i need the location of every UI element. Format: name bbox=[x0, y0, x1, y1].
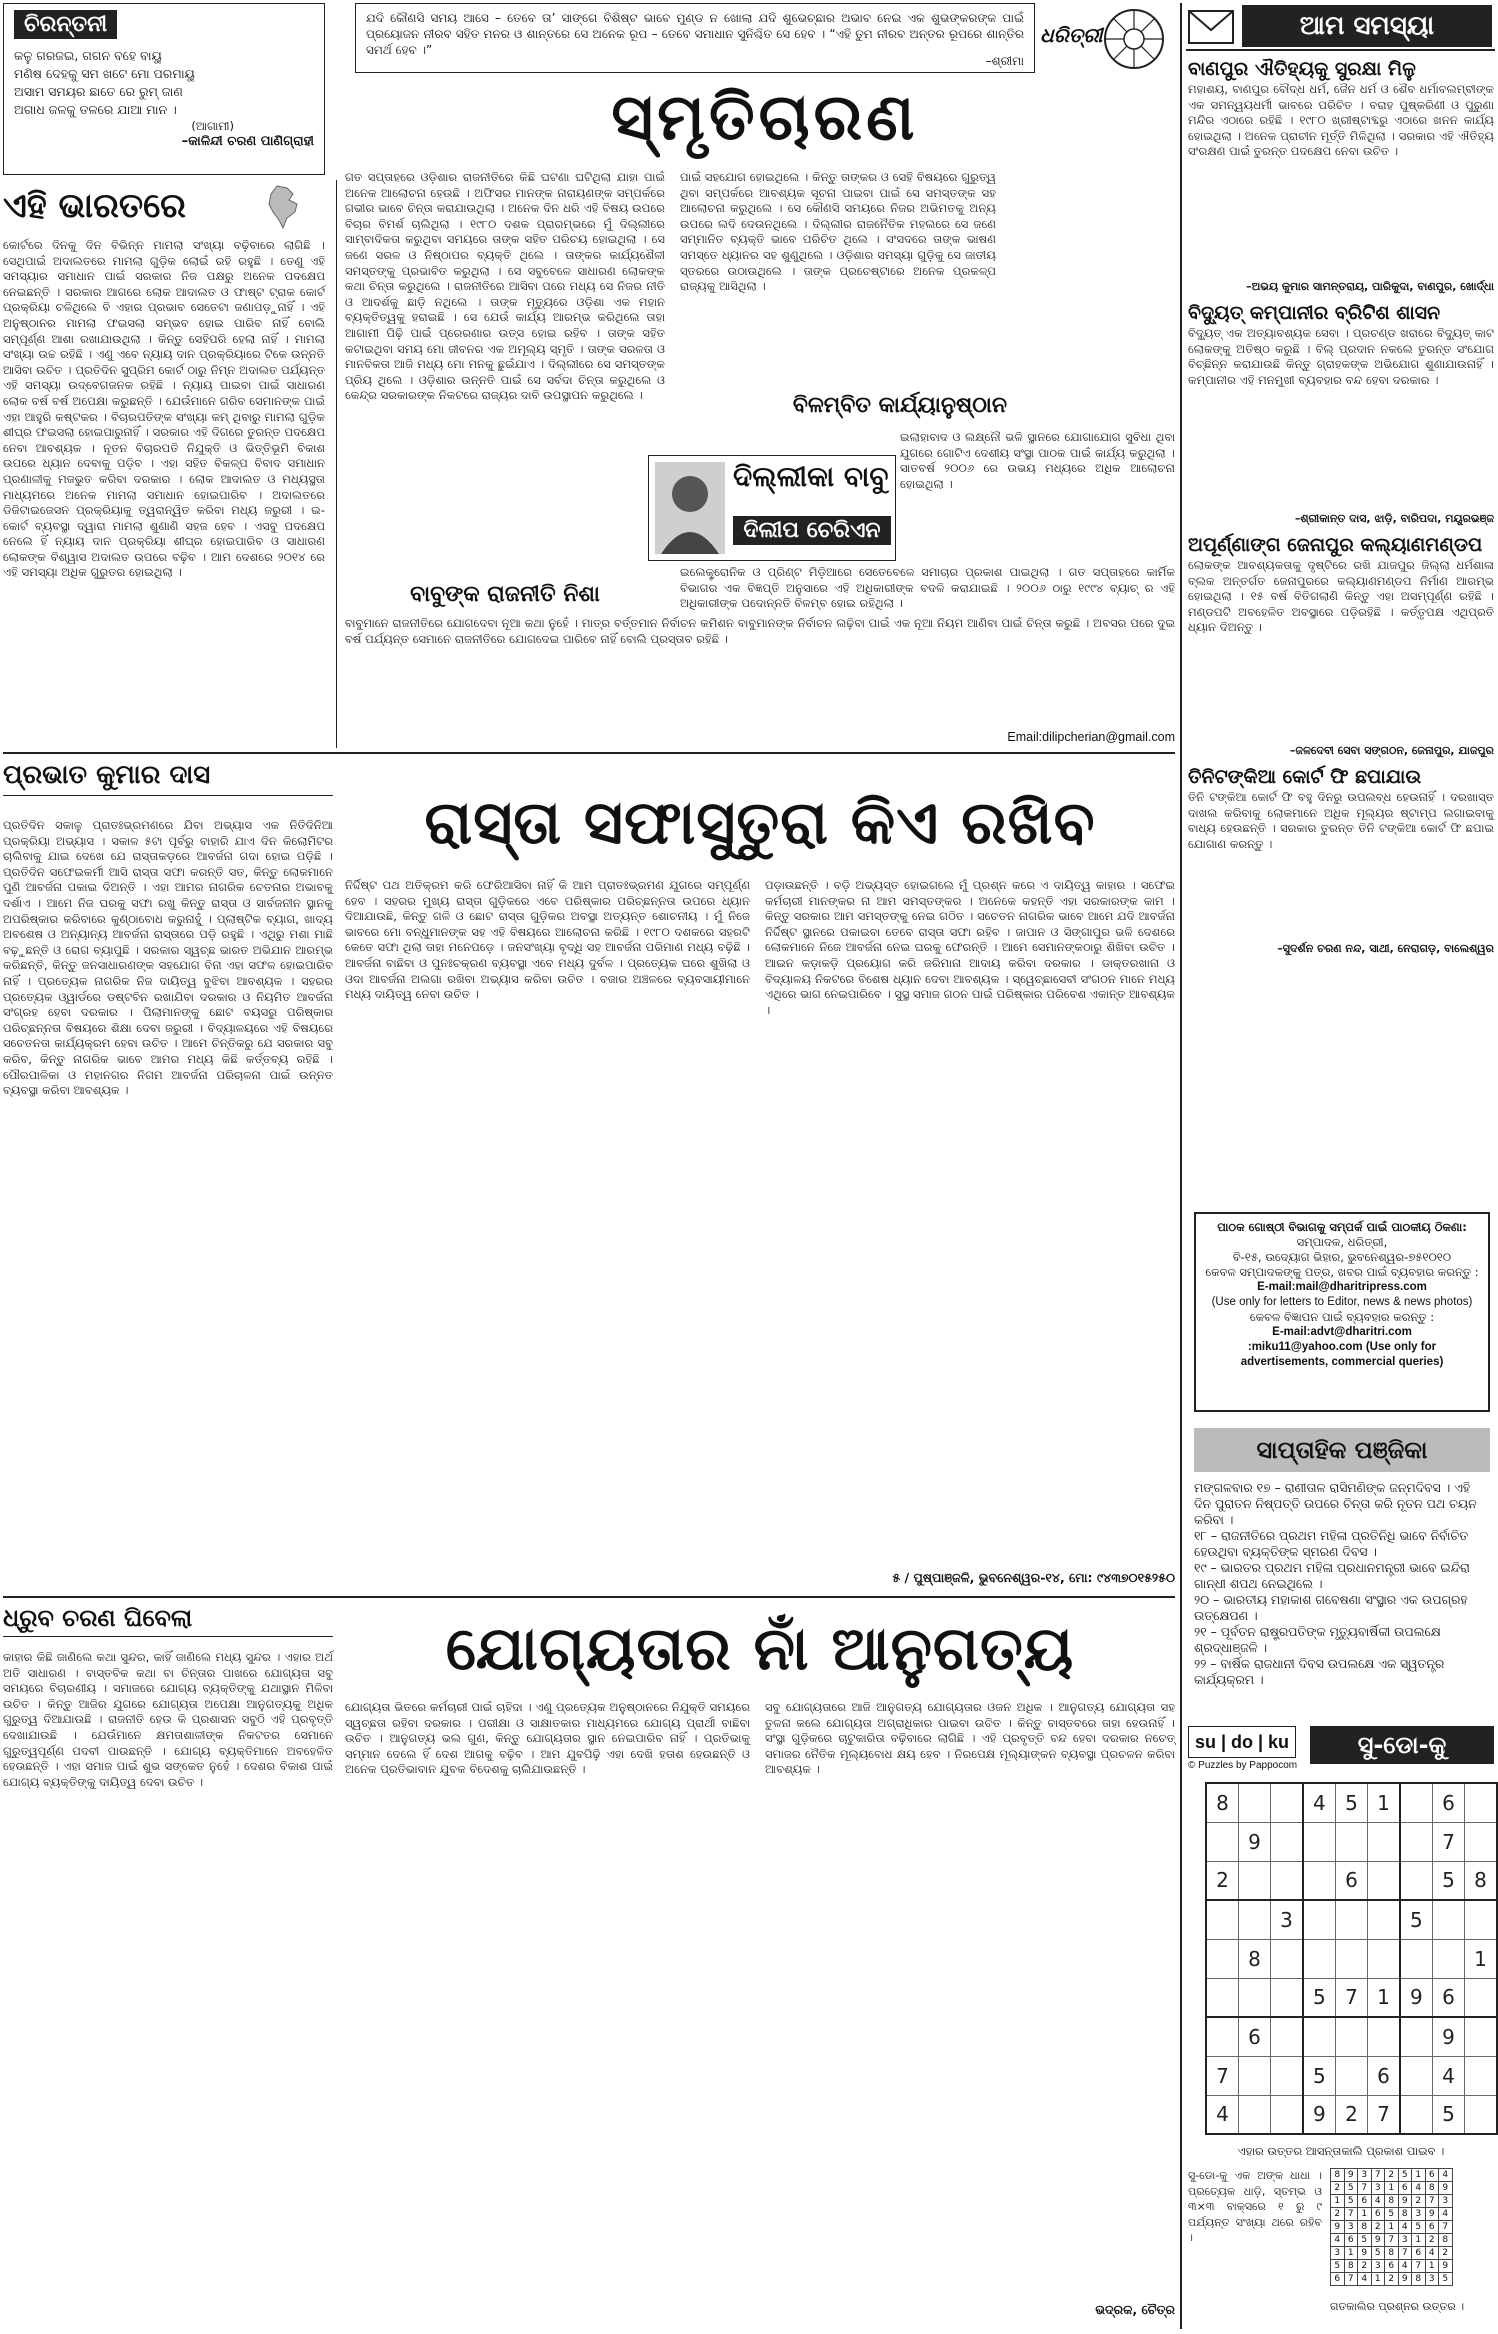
panjika-item: ୨୨ – ବାର୍ଷିକ ରାଜଧାନୀ ଦିବସ ଉପଲକ୍ଷେ ଏକ ସ୍ୱତନ୍ତ୍ର କାର୍ଯ୍ୟକ୍ରମ । bbox=[1194, 1656, 1445, 1687]
sudoku-solution bbox=[1330, 2168, 1453, 2286]
letter-body: ତିନି ଟଙ୍କିଆ କୋର୍ଟ ଫି ବହୁ ଦିନରୁ ଉପଲବ୍ଧ ହେଉନାହିଁ । ଦରଖାସ୍ତ ଦାଖଲ କରିବାକୁ ଲୋକମାନେ ଅଧିକ ମୂଲ୍ୟର ଷ୍ଟାମ୍ପ ଲଗାଇବାକୁ ବାଧ୍ୟ ହେଉଛନ୍ତି । ସରକାର ତୁରନ୍ତ ତିନି ଟଙ୍କିଆ କୋର୍ଟ ଫି ଛପାଇ ଯୋଗାଣ କରନ୍ତୁ । bbox=[1188, 790, 1498, 851]
jog-col-3: ସବୁ ଯୋଗ୍ୟତାରେ ଆଜି ଆନୁଗତ୍ୟ ଯୋଗ୍ୟତାର ଓଜନ ଅଧିକ । ଆନୁଗତ୍ୟ ଯୋଗ୍ୟତା ସହ ତୁଳନା କଲେ ଯୋଗ୍ୟତା ଅଗ୍ରାଧିକାର ପାଇବା ଉଚିତ । କିନ୍ତୁ ବାସ୍ତବରେ ତାହା ହେଉନାହିଁ । ସଂସ୍ଥା ଗୁଡ଼ିକରେ ଚାଟୁକାରିତା ବଢ଼ିବାରେ ଲାଗିଛି । ଏହି ପ୍ରବୃତ୍ତି ବନ୍ଦ ହେବା ଦରକାର ନଚେତ୍ ସମାଜର ନୈତିକ ମୂଲ୍ୟବୋଧ କ୍ଷୟ ହେବ । ନିରପେକ୍ଷ ମୂଲ୍ୟାଙ୍କନ ବ୍ୟବସ୍ଥା ପ୍ରଚଳନ କରିବା ଆବଶ୍ୟକ । bbox=[765, 1700, 1179, 1777]
solution-cell: 5 bbox=[1331, 2260, 1345, 2273]
solution-cell: 3 bbox=[1358, 2169, 1372, 2182]
envelope-icon bbox=[1188, 10, 1234, 44]
sudoku-cell[interactable]: 1 bbox=[1368, 1978, 1400, 2017]
solution-cell: 6 bbox=[1331, 2273, 1345, 2286]
sudoku-cell[interactable] bbox=[1271, 2095, 1303, 2134]
sudoku-cell[interactable]: 6 bbox=[1432, 1783, 1464, 1822]
sudoku-cell[interactable]: 3 bbox=[1271, 1900, 1303, 1939]
sudoku-cell[interactable]: 2 bbox=[1206, 1861, 1238, 1900]
sudoku-cell[interactable]: 4 bbox=[1432, 2056, 1464, 2095]
solution-cell: 2 bbox=[1439, 2247, 1453, 2260]
solution-cell: 5 bbox=[1358, 2234, 1372, 2247]
sudoku-cell[interactable] bbox=[1335, 1939, 1367, 1978]
solution-cell: 6 bbox=[1358, 2195, 1372, 2208]
sudoku-cell[interactable]: 9 bbox=[1400, 1978, 1432, 2017]
panjika-item: ୨୧ – ପୂର୍ବତନ ରାଷ୍ଟ୍ରପତିଙ୍କ ମୃତ୍ୟୁବାର୍ଷିକୀ ଉପଲକ୍ଷେ ଶ୍ରଦ୍ଧାଞ୍ଜଳି । bbox=[1194, 1624, 1441, 1655]
person-icon bbox=[655, 462, 725, 554]
contact-title: ପାଠକ ଗୋଷ୍ଠୀ ବିଭାଗକୁ ସମ୍ପର୍କ ପାଇଁ ପାଠକୀୟ ଠିକଣା: bbox=[1217, 1220, 1467, 1234]
solution-cell: 7 bbox=[1398, 2247, 1412, 2260]
sudoku-cell[interactable] bbox=[1465, 1822, 1497, 1861]
quote-text: ଯଦି କୌଣସି ସମୟ ଆସେ – ତେବେ ତା’ ସାଙ୍ଗେ ବିଶିଷ୍ଟ ଭାବେ ମୁଣ୍ଡ ନ ଖୋଲା ଯଦି ଶୁଭେଚ୍ଛାର ଅଭାବ ନେଇ ଏକ ଶୁଭଙ୍କରଙ୍କ ପାଇଁ ପ୍ରୟୋଜନ ନୀରବ ସହିତ ମନର ଓ ଶାନ୍ତରେ ସେ ଅନେକ ରୂପ – ତେବେ ସମାଧାନ ସୁନିଶ୍ଚିତ ସେ ହେବ । “ଏହି ତୁମ ନୀରବ ଅନ୍ତର ରୂପରେ ଶାନ୍ତିର ସମର୍ଥ ହେବ ।” bbox=[366, 11, 1024, 57]
sudoku-cell[interactable]: 6 bbox=[1432, 1978, 1464, 2017]
solution-cell: 5 bbox=[1439, 2273, 1453, 2286]
sudoku-cell[interactable] bbox=[1206, 2017, 1238, 2056]
sudoku-cell[interactable]: 5 bbox=[1303, 2056, 1335, 2095]
sudoku-cell[interactable]: 6 bbox=[1335, 1861, 1367, 1900]
letter-item bbox=[1188, 56, 1498, 294]
solution-cell: 4 bbox=[1358, 2273, 1372, 2286]
solution-cell: 2 bbox=[1331, 2182, 1345, 2195]
solution-cell: 4 bbox=[1371, 2195, 1385, 2208]
smruti-col-1: ଗତ ସପ୍ତାହରେ ଓଡ଼ିଶାର ରାଜନୀତିରେ କିଛି ଘଟଣା ଘଟିଥିଲା ଯାହା ପାଇଁ ଅନେକ ଆଲୋଚନା ହେଉଛି । ଅଫିସର ମାନଙ୍କ ନାରାୟଣଙ୍କ ସମ୍ପର୍କରେ ଗଭୀର ଭାବେ ଚିନ୍ତା କରାଯାଉଥିଲା । ଅନେକ ଦିନ ଧରି ଏହି ବିଷୟ ଉପରେ ବିଚାର ବିମର୍ଶ ଚାଲିଥିଲା । ୧୯୮୦ ଦଶକ ପ୍ରାରମ୍ଭରେ ମୁଁ ଦିଲ୍ଲୀରେ ସାମ୍ବାଦିକତା କରୁଥିବା ସମୟରେ ତାଙ୍କ ସହିତ ପରିଚୟ ହୋଇଥିଲା । ସେ ଜଣେ ସରଳ ଓ ନିଷ୍ଠାପର ବ୍ୟକ୍ତି ଥିଲେ । ତାଙ୍କର କାର୍ଯ୍ୟଶୈଳୀ ସମସ୍ତଙ୍କୁ ପ୍ରଭାବିତ କରୁଥିଲା । ସେ ସବୁବେଳେ ସାଧାରଣ ଲୋକଙ୍କ କଥା ଚିନ୍ତା କରୁଥିଲେ । ରାଜନୀତିରେ ଆସିବା ପରେ ମଧ୍ୟ ସେ ନିଜର ନୀତି ଓ ଆଦର୍ଶକୁ ଛାଡ଼ି ନଥିଲେ । ତାଙ୍କ ମୃତ୍ୟୁରେ ଓଡ଼ିଶା ଏକ ମହାନ ବ୍ୟକ୍ତିତ୍ୱକୁ ହରାଇଛି । ସେ ଯେଉଁ କାର୍ଯ୍ୟ ଆରମ୍ଭ କରିଥିଲେ ତାହା ଆଗାମୀ ପିଢ଼ି ପାଇଁ ପ୍ରେରଣାର ଉତ୍ସ ହୋଇ ରହିବ । ତାଙ୍କ ସହିତ କଟାଇଥିବା ସମୟ ମୋ ଜୀବନର ଏକ ଅମୂଲ୍ୟ ସ୍ମୃତି । ତାଙ୍କ ସରଳତା ଓ ମାନବିକତା ଆଜି ମଧ୍ୟ ମୋ ମନକୁ ଛୁଇଁଯାଏ । ଦିଲ୍ଲୀରେ ସେ ସମସ୍ତଙ୍କ ପ୍ରିୟ ଥିଲେ । ଓଡ଼ିଶାର ଉନ୍ନତି ପାଇଁ ସେ ସର୍ବଦା ଚିନ୍ତା କରୁଥିଲେ ଓ କେନ୍ଦ୍ର ସରକାରଙ୍କ ନିକଟରେ ରାଜ୍ୟର ଦାବି ଉପସ୍ଥାପନ କରୁଥିଲେ । bbox=[345, 170, 669, 403]
sudoku-cell[interactable] bbox=[1303, 1900, 1335, 1939]
sudoku-cell[interactable] bbox=[1465, 2056, 1497, 2095]
sudoku-cell[interactable] bbox=[1206, 1978, 1238, 2017]
solution-cell: 7 bbox=[1439, 2221, 1453, 2234]
sudoku-cell[interactable] bbox=[1271, 1861, 1303, 1900]
letter-body: ବିଦ୍ୟୁତ୍ ଏକ ଅତ୍ୟାବଶ୍ୟକ ସେବା । ପ୍ରଚଣ୍ଡ ଖରାରେ ବିଦ୍ୟୁତ୍ କାଟ ଲୋକଙ୍କୁ ଅତିଷ୍ଠ କରୁଛି । ବିଲ୍ ପ୍ରଦାନ ନକଲେ ତୁରନ୍ତ ସଂଯୋଗ ବିଚ୍ଛିନ୍ନ କରାଯାଉଛି କିନ୍ତୁ ଗ୍ରାହକଙ୍କ ଅଭିଯୋଗ ଶୁଣାଯାଉନାହିଁ । କମ୍ପାନୀର ଏହି ମନମୁଖୀ ବ୍ୟବହାର ବନ୍ଦ ହେବା ଦରକାର । bbox=[1188, 326, 1498, 387]
solution-cell: 3 bbox=[1371, 2182, 1385, 2195]
solution-cell: 6 bbox=[1412, 2247, 1426, 2260]
sudoku-cell[interactable] bbox=[1400, 2017, 1432, 2056]
letter-item bbox=[1188, 532, 1498, 758]
dilli-title: ଦିଲ୍ଲୀକା ବାବୁ bbox=[733, 460, 889, 493]
panjika-item: ମଙ୍ଗଳବାର ୧୭ – ରାଣୀତାଳ ରାସିମଣିଙ୍କ ଜନ୍ମଦିବସ । ଏହି ଦିନ ପୁରାତନ ନିଷ୍ପତ୍ତି ଉପରେ ଚିନ୍ତା କରି ନୂତନ ପଥ ଚୟନ କରିବା । bbox=[1194, 1480, 1477, 1527]
chirantani-author: –କାଳିନ୍ଦୀ ଚରଣ ପାଣିଗ୍ରାହୀ bbox=[181, 134, 314, 149]
sudoku-cell[interactable] bbox=[1238, 1783, 1270, 1822]
right-divider bbox=[1180, 3, 1182, 2329]
ekhi-bharat-heading bbox=[3, 180, 325, 232]
sudoku-cell[interactable] bbox=[1368, 2017, 1400, 2056]
dilli-author: ଦିଲୀପ ଚେରିଏନ bbox=[733, 516, 891, 545]
ama-samasya-title: ଆମ ସମସ୍ୟା bbox=[1242, 5, 1492, 47]
solution-cell: 1 bbox=[1371, 2273, 1385, 2286]
rule bbox=[3, 752, 1175, 754]
sudoku-cell[interactable] bbox=[1335, 2056, 1367, 2095]
jog-col-2: ଯୋଗ୍ୟତା ଭିତରେ କର୍ମଚାରୀ ପାଇଁ ଚାହିଦା । ଏଣୁ ପ୍ରତ୍ୟେକ ଅନୁଷ୍ଠାନରେ ନିଯୁକ୍ତି ସମୟରେ ସ୍ୱଚ୍ଛତା ରହିବା ଦରକାର । ପରୀକ୍ଷା ଓ ସାକ୍ଷାତକାର ମାଧ୍ୟମରେ ଯୋଗ୍ୟ ପ୍ରାର୍ଥୀ ବାଛିବା ଉଚିତ । ଆନୁଗତ୍ୟ ଭଲ ଗୁଣ, କିନ୍ତୁ ଯୋଗ୍ୟତାର ସ୍ଥାନ ନେଇପାରିବ ନାହିଁ । ପ୍ରତିଭାକୁ ସମ୍ମାନ ଦେଲେ ହିଁ ଦେଶ ଆଗକୁ ବଢ଼ିବ । ଆମ ଯୁବପିଢ଼ି ଏହା ଦେଖି ହତାଶ ହେଉଛନ୍ତି ଓ ଅନେକ ପ୍ରତିଭାବାନ ଯୁବକ ବିଦେଶକୁ ଚାଲିଯାଉଛନ୍ତି । bbox=[345, 1700, 754, 1777]
solution-cell: 3 bbox=[1331, 2247, 1345, 2260]
solution-cell: 8 bbox=[1385, 2195, 1399, 2208]
sudoku-cell[interactable] bbox=[1400, 1783, 1432, 1822]
solution-cell: 8 bbox=[1439, 2234, 1453, 2247]
solution-cell: 5 bbox=[1398, 2169, 1412, 2182]
sudoku-cell[interactable] bbox=[1303, 1939, 1335, 1978]
quote-box bbox=[355, 3, 1035, 73]
headline-jogyata: ଯୋଗ୍ୟତାର ନାଁ ଆନୁଗତ୍ୟ bbox=[445, 1614, 1075, 1684]
sudoku-cell[interactable] bbox=[1400, 1939, 1432, 1978]
solution-cell: 5 bbox=[1371, 2247, 1385, 2260]
sudoku-cell[interactable]: 4 bbox=[1206, 2095, 1238, 2134]
contact-note3: କେବଳ ବିଜ୍ଞାପନ ପାଇଁ ବ୍ୟବହାର କରନ୍ତୁ : bbox=[1249, 1310, 1435, 1324]
letters-list bbox=[1188, 56, 1498, 956]
solution-cell: 3 bbox=[1371, 2260, 1385, 2273]
letter-item bbox=[1188, 764, 1498, 956]
sudoku-cell[interactable] bbox=[1400, 1861, 1432, 1900]
sudoku-cell[interactable]: 4 bbox=[1303, 1783, 1335, 1822]
sudoku-cell[interactable] bbox=[1368, 1900, 1400, 1939]
divider bbox=[336, 180, 337, 748]
solution-cell: 1 bbox=[1385, 2182, 1399, 2195]
solution-cell: 5 bbox=[1385, 2208, 1399, 2221]
solution-cell: 2 bbox=[1331, 2208, 1345, 2221]
solution-cell: 7 bbox=[1425, 2195, 1439, 2208]
headline-rasta: ରାସ୍ତା ସଫାସୁତୁରା କିଏ ରଖିବ bbox=[424, 788, 1096, 858]
letter-sign: –ଶ୍ରୀକାନ୍ତ ଦାସ, ଝାଡ଼ି, ବାରିପଦା, ମୟୂରଭଞ୍ଜ bbox=[1294, 512, 1494, 525]
solution-cell: 8 bbox=[1412, 2273, 1426, 2286]
solution-cell: 5 bbox=[1412, 2221, 1426, 2234]
solution-cell: 9 bbox=[1398, 2195, 1412, 2208]
solution-cell: 7 bbox=[1371, 2169, 1385, 2182]
smruti-col-5: ବାବୁମାନେ ରାଜନୀତିରେ ଯୋଗଦେବା ନୂଆ କଥା ନୁହେଁ । ମାତ୍ର ବର୍ତ୍ତମାନ ନିର୍ବାଚନ କମିଶନ ବାବୁମାନଙ୍କ ନିର୍ବାଚନ ଲଢ଼ିବା ପାଇଁ ଏକ ନୂଆ ନିୟମ ଆଣିବା ପାଇଁ ଚିନ୍ତା କରୁଛି । ଅବସର ପରେ ଦୁଇ ବର୍ଷ ପର୍ଯ୍ୟନ୍ତ ସେମାନେ ରାଜନୀତିରେ ଯୋଗଦେଇ ପାରିବେ ନାହିଁ ବୋଲି ପ୍ରସ୍ତାବ ରହିଛି । bbox=[345, 616, 1179, 646]
solution-cell: 9 bbox=[1425, 2208, 1439, 2221]
sudoku-cell[interactable] bbox=[1271, 2056, 1303, 2095]
rasta-col-1: ପ୍ରତିଦିନ ସକାଳୁ ପ୍ରାତଃଭ୍ରମଣରେ ଯିବା ଅଭ୍ୟାସ ଏକ ନିତିଦିନିଆ ପ୍ରକ୍ରିୟା ଅଭ୍ୟାସ । ସକାଳ ୫ଟା ପୂର୍ବରୁ ବାହାରି ଯାଏ ଦିନ କିଲୋମିଟର ଚାଲିବାକୁ ଯାଇ ଦେଖେ ଯେ ରାସ୍ତାକଡ଼ରେ ଆବର୍ଜନା ଗଦା ହୋଇ ପଡ଼ିଛି । ପ୍ରତିଦିନ ସଫେଇକର୍ମୀ ଆସି ରାସ୍ତା ସଫା କରନ୍ତି ସତ, କିନ୍ତୁ ଲୋକମାନେ ପୁଣି ଆବର୍ଜନା ପକାଇ ଦିଅନ୍ତି । ଏହା ଆମର ନାଗରିକ ଚେତନାର ଅଭାବକୁ ଦର୍ଶାଏ । ଆମେ ନିଜ ଘରକୁ ସଫା ରଖୁ କିନ୍ତୁ ରାସ୍ତା ଓ ସାର୍ବଜନୀନ ସ୍ଥାନକୁ ଅପରିଷ୍କାର କରିବାରେ କୁଣ୍ଠାବୋଧ କରୁନାହୁଁ । ପ୍ଲାଷ୍ଟିକ ବ୍ୟାଗ, ଖାଦ୍ୟ ଅବଶେଷ ଓ ଅନ୍ୟାନ୍ୟ ଆବର୍ଜନା ରାସ୍ତାରେ ପଡ଼ି ରହୁଛି । ଏଥିରୁ ମଶା ମାଛି ବଢ଼ୁଛନ୍ତି ଓ ରୋଗ ବ୍ୟାପୁଛି । ସରକାର ସ୍ୱଚ୍ଛ ଭାରତ ଅଭିଯାନ ଆରମ୍ଭ କରିଛନ୍ତି, କିନ୍ତୁ ଜନସାଧାରଣଙ୍କ ସହଯୋଗ ବିନା ଏହା ସଫଳ ହୋଇପାରିବ ନାହିଁ । ପ୍ରତ୍ୟେକ ନାଗରିକ ନିଜ ଦାୟିତ୍ୱ ବୁଝିବା ଆବଶ୍ୟକ । ସହରର ପ୍ରତ୍ୟେକ ଓ୍ୱାର୍ଡରେ ଡଷ୍ଟବିନ ରଖାଯିବା ଦରକାର ଓ ନିୟମିତ ଆବର୍ଜନା ସଂଗ୍ରହ ହେବା ଦରକାର । ପିଲାମାନଙ୍କୁ ଛୋଟ ବୟସରୁ ପରିଷ୍କାର ପରିଚ୍ଛନ୍ନତା ବିଷୟରେ ଶିକ୍ଷା ଦେବା ଜରୁରୀ । ବିଦ୍ୟାଳୟରେ ଏହି ବିଷୟରେ ସଚେତନତା କାର୍ଯ୍ୟକ୍ରମ ହେବା ଉଚିତ । ଆମେ ଚିନ୍ତିକରୁ ଯେ ସରକାର ସବୁ କରିବ, କିନ୍ତୁ ନାଗରିକ ଭାବେ ଆମର ମଧ୍ୟ କିଛି କର୍ତ୍ତବ୍ୟ ରହିଛି । ପୌରପାଳିକା ଓ ମହାନଗର ନିଗମ ଆବର୍ଜନା ପରିଚାଳନା ପାଇଁ ଉନ୍ନତ ବ୍ୟବସ୍ଥା କରିବା ଆବଶ୍ୟକ । bbox=[3, 818, 337, 1098]
solution-cell: 6 bbox=[1371, 2208, 1385, 2221]
sudoku-cell[interactable] bbox=[1303, 2017, 1335, 2056]
sudoku-cell[interactable]: 5 bbox=[1400, 1900, 1432, 1939]
solution-cell: 8 bbox=[1344, 2260, 1358, 2273]
solution-cell: 6 bbox=[1385, 2260, 1399, 2273]
solution-cell: 1 bbox=[1412, 2234, 1426, 2247]
sudoku-cell[interactable]: 6 bbox=[1238, 2017, 1270, 2056]
sudoku-cell[interactable] bbox=[1303, 1861, 1335, 1900]
sudoku-cell[interactable] bbox=[1400, 2056, 1432, 2095]
contact-email1[interactable]: E-mail:mail@dharitripress.com bbox=[1257, 1281, 1427, 1293]
chirantani-title: ଚିରନ୍ତନୀ bbox=[14, 10, 117, 39]
solution-cell: 2 bbox=[1412, 2195, 1426, 2208]
sudoku-cell[interactable]: 7 bbox=[1432, 1822, 1464, 1861]
chakra-icon bbox=[1102, 7, 1166, 71]
sudoku-cell[interactable]: 2 bbox=[1335, 2095, 1367, 2134]
solution-cell: 8 bbox=[1398, 2208, 1412, 2221]
sudoku-cell[interactable] bbox=[1271, 2017, 1303, 2056]
letter-body: ମହାଶୟ, ବାଣପୁର ବୌଦ୍ଧ ଧର୍ମ, ଜୈନ ଧର୍ମ ଓ ଶୈବ ଧର୍ମାବଲମ୍ବୀଙ୍କ ଏକ ସମନ୍ୱୟଧର୍ମୀ ଭାବରେ ପରିଚିତ । ବରାହ ପୁଷ୍କରିଣୀ ଓ ପୁରୁଣା ମନ୍ଦିର ଏଠାରେ ରହିଛି । ୧୯୮୦ ଖ୍ରୀଷ୍ଟାବ୍ଦରୁ ଏଠାରେ ଖନନ କାର୍ଯ୍ୟ ହୋଇଥିଲା । ଅନେକ ପ୍ରାଚୀନ ମୂର୍ତ୍ତି ମିଳିଥିଲା । ସରକାର ଏହି ଐତିହ୍ୟ ସଂରକ୍ଷଣ ପାଇଁ ତୁରନ୍ତ ପଦକ୍ଷେପ ନେବା ଉଚିତ । bbox=[1188, 82, 1498, 159]
sudoku-cell[interactable] bbox=[1238, 2056, 1270, 2095]
sudoku-cell[interactable] bbox=[1271, 1783, 1303, 1822]
solution-cell: 5 bbox=[1344, 2195, 1358, 2208]
solution-cell: 6 bbox=[1425, 2169, 1439, 2182]
solution-cell: 8 bbox=[1331, 2169, 1345, 2182]
solution-cell: 4 bbox=[1398, 2221, 1412, 2234]
solution-cell: 3 bbox=[1439, 2195, 1453, 2208]
solution-cell: 9 bbox=[1439, 2182, 1453, 2195]
contact-email3[interactable]: :miku11@yahoo.com (Use only for bbox=[1247, 1341, 1437, 1353]
solution-cell: 9 bbox=[1331, 2221, 1345, 2234]
sudoku-cell[interactable] bbox=[1335, 2017, 1367, 2056]
sudoku-cell[interactable]: 7 bbox=[1335, 1978, 1367, 2017]
sudoku-cell[interactable] bbox=[1465, 1978, 1497, 2017]
sudoku-cell[interactable] bbox=[1271, 1939, 1303, 1978]
solution-cell: 9 bbox=[1398, 2273, 1412, 2286]
solution-cell: 4 bbox=[1439, 2169, 1453, 2182]
sudoku-cell[interactable]: 5 bbox=[1335, 1783, 1367, 1822]
letter-sign: –ସୁଦର୍ଶନ ଚରଣ ନନ୍ଦ, ସାଥୀ, ନେରାଗଡ଼, ବାଲେଶ୍ୱର bbox=[1277, 942, 1494, 955]
solution-cell: 8 bbox=[1425, 2182, 1439, 2195]
solution-cell: 6 bbox=[1425, 2221, 1439, 2234]
sudoku-cell[interactable] bbox=[1271, 1822, 1303, 1861]
logo-name: ଧରିତ୍ରୀ bbox=[1040, 23, 1103, 47]
chirantani-note: (ଆଗାମୀ) bbox=[191, 119, 234, 133]
sudoku-cell[interactable]: 5 bbox=[1432, 2095, 1464, 2134]
solution-cell: 7 bbox=[1412, 2260, 1426, 2273]
smruti-col-2: ପାଇଁ ସହଯୋଗ ହୋଇଥିଲେ । କିନ୍ତୁ ତାଙ୍କର ଓ ସେହି ବିଷୟରେ ଗୁରୁତ୍ୱ ଥିବା ସମ୍ପର୍କରେ ଆବଶ୍ୟକ ସୂଚନା ପାଇବା ପାଇଁ ସେ ସମସ୍ତଙ୍କ ସହ ଆଲୋଚନା କରୁଥିଲେ । ସେ କୌଣସି ସମୟରେ ନିଜର ଅଭିମତକୁ ଅନ୍ୟ ଉପରେ ଲଦି ଦେଉନଥିଲେ । ଦିଲ୍ଲୀର ରାଜନୈତିକ ମହଲରେ ସେ ଜଣେ ସମ୍ମାନିତ ବ୍ୟକ୍ତି ଭାବେ ପରିଚିତ ଥିଲେ । ସଂସଦରେ ତାଙ୍କ ଭାଷଣ ସମସ୍ତେ ଧ୍ୟାନର ସହ ଶୁଣୁଥିଲେ । ଓଡ଼ିଶାର ସମସ୍ୟା ଗୁଡ଼ିକୁ ସେ ଜାତୀୟ ସ୍ତରରେ ଉଠାଉଥିଲେ । ତାଙ୍କ ପ୍ରଚେଷ୍ଟାରେ ଅନେକ ପ୍ରକଳ୍ପ ରାଜ୍ୟକୁ ଆସିଥିଲା । bbox=[680, 170, 1000, 294]
solution-cell: 1 bbox=[1344, 2247, 1358, 2260]
solution-cell: 8 bbox=[1358, 2221, 1372, 2234]
solution-cell: 1 bbox=[1331, 2195, 1345, 2208]
solution-cell: 3 bbox=[1398, 2234, 1412, 2247]
contact-note2: (Use only for letters to Editor, news & news photos) bbox=[1211, 1296, 1473, 1308]
letter-title: ତିନିଟଙ୍କିଆ କୋର୍ଟ ଫି ଛପାଯାଉ bbox=[1188, 766, 1422, 788]
rasta-address: ୫ / ପୁଷ୍ପାଞ୍ଜଳି, ଭୁବନେଶ୍ୱର-୧୪, ମୋ: ୯୪୩୭୦୧୫୨୫୦ bbox=[892, 1570, 1175, 1585]
sudoku-cell[interactable] bbox=[1238, 2095, 1270, 2134]
sudoku-cell[interactable] bbox=[1335, 1822, 1367, 1861]
author-photo bbox=[655, 462, 725, 554]
letter-title: ଅପୂର୍ଣ୍ଣାଙ୍ଗ ଜେନାପୁର କଲ୍ୟାଣମଣ୍ଡପ bbox=[1188, 534, 1483, 556]
sudoku-cell[interactable]: 8 bbox=[1206, 1783, 1238, 1822]
sudoku-cell[interactable] bbox=[1465, 2017, 1497, 2056]
sudoku-logo: su | do | ku bbox=[1188, 1726, 1296, 1758]
sudoku-cell[interactable]: 1 bbox=[1368, 1783, 1400, 1822]
sudoku-cell[interactable]: 9 bbox=[1238, 1822, 1270, 1861]
letter-body: ଲୋକଙ୍କ ଆବଶ୍ୟକତାକୁ ଦୃଷ୍ଟିରେ ରଖି ଯାଜପୁର ଜିଲ୍ଲା ଧର୍ମଶାଳା ବ୍ଲକ ଅନ୍ତର୍ଗତ ଜେନାପୁରରେ କଲ୍ୟାଣମଣ୍ଡପ ନିର୍ମାଣ ଆରମ୍ଭ ହୋଇଥିଲା । ୧୫ ବର୍ଷ ବିତିଗଲାଣି କିନ୍ତୁ ଏହା ଅସମ୍ପୂର୍ଣ୍ଣ ରହିଛି । ମଣ୍ଡପଟି ଅବହେଳିତ ଅବସ୍ଥାରେ ପଡ଼ିରହିଛି । କର୍ତ୍ତୃପକ୍ଷ ଏଥିପ୍ରତି ଧ୍ୟାନ ଦିଅନ୍ତୁ । bbox=[1188, 558, 1498, 635]
solution-cell: 4 bbox=[1439, 2208, 1453, 2221]
sudoku-cell[interactable] bbox=[1238, 1861, 1270, 1900]
sudoku-cell[interactable] bbox=[1206, 1900, 1238, 1939]
email-line: Email:dilipcherian@gmail.com bbox=[1007, 730, 1175, 744]
sudoku-cell[interactable] bbox=[1432, 1900, 1464, 1939]
solution-cell: 7 bbox=[1344, 2273, 1358, 2286]
chirantani-box bbox=[3, 3, 325, 175]
sudoku-cell[interactable]: 6 bbox=[1368, 2056, 1400, 2095]
contact-email2[interactable]: E-mail:advt@dharitri.com bbox=[1272, 1326, 1412, 1338]
sudoku-cell[interactable] bbox=[1368, 1861, 1400, 1900]
solution-cell: 2 bbox=[1385, 2169, 1399, 2182]
solution-cell: 9 bbox=[1439, 2260, 1453, 2273]
solution-cell: 4 bbox=[1331, 2234, 1345, 2247]
sudoku-bottom-note: ଗତକାଲିର ପ୍ରଶ୍ନର ଉତ୍ତର । bbox=[1330, 2300, 1465, 2313]
sudoku-cell[interactable]: 1 bbox=[1465, 1939, 1497, 1978]
sudoku-cell[interactable]: 9 bbox=[1432, 2017, 1464, 2056]
solution-cell: 4 bbox=[1425, 2247, 1439, 2260]
ekhi-bharat-body: କୋର୍ଟରେ ଦିନକୁ ଦିନ ବିଭିନ୍ନ ମାମଲା ସଂଖ୍ୟା ବଢ଼ିବାରେ ଲାଗିଛି । ସେଥିପାଇଁ ଅଦାଲତରେ ମାମଲା ଗୁଡ଼ିକ ଲୋଇଁ ରହି ରହୁଛି । ତେଣୁ ଏହି ସମସ୍ୟାର ସମାଧାନ ପାଇଁ ସରକାର ନିଜ ପକ୍ଷରୁ ଅନେକ ପଦକ୍ଷେପ ନେଇଛନ୍ତି । ସରକାର ଆଗରେ ଲୋକ ଆଦାଲତ ଓ ଫାଷ୍ଟ ଟ୍ରାକ କୋର୍ଟ ପ୍ରକ୍ରିୟା ଚଳିଥିଲେ ବି ଏହାର ପ୍ରଭାବ ସେତେଟା ଜଣାପଡ଼ୁନାହିଁ । ଏହି ଅନୁଷ୍ଠାନର ମାମଲା ଫଇସଲା ସମ୍ଭବ ହୋଇ ପାରିବ ନାହିଁ ବୋଲି ସମ୍ପୂର୍ଣ୍ଣ ଆଶା ରଖାଯାଉଥିଲା । କିନ୍ତୁ ସେହିପରି ହେଲା ନାହିଁ । ମାମଲା ସଂଖ୍ୟା ଉଚ୍ଚ ରହିଛି । ଏଣୁ ଏବେ ନ୍ୟାୟ ଦାନ ପ୍ରକ୍ରିୟାରେ ଟିକେ ଉନ୍ନତି ଆସିବା ଉଚିତ । ପ୍ରତିଦିନ ସୁପ୍ରିମ କୋର୍ଟ ଠାରୁ ନିମ୍ନ ଅଦାଲତ ପର୍ଯ୍ୟନ୍ତ ଏହି ସମସ୍ୟା ଉଦ୍ବେଗଜନକ ରହିଛି । ନ୍ୟାୟ ପାଇବା ପାଇଁ ସାଧାରଣ ଲୋକ ବର୍ଷ ବର୍ଷ ଅପେକ୍ଷା କରୁଛନ୍ତି । ଯେଉଁମାନେ ଗରିବ ସେମାନଙ୍କ ପାଇଁ ଏହା ଆହୁରି କଷ୍ଟକର । ବିଚାରପତିଙ୍କ ସଂଖ୍ୟା କମ୍ ଥିବାରୁ ମାମଲା ଗୁଡ଼ିକ ଶୀଘ୍ର ଫଇସଲା ହୋଇପାରୁନାହିଁ । ସରକାର ଏହି ଦିଗରେ ତୁରନ୍ତ ପଦକ୍ଷେପ ନେବା ଆବଶ୍ୟକ । ନୂତନ ବିଚାରପତି ନିଯୁକ୍ତି ଓ ଭିତ୍ତିଭୂମି ବିକାଶ ଉପରେ ଧ୍ୟାନ ଦେବାକୁ ପଡ଼ିବ । ଏହା ସହିତ ବିକଳ୍ପ ବିବାଦ ସମାଧାନ ପ୍ରଣାଳୀକୁ ମଜଭୁତ କରିବା ଦରକାର । ଲୋକ ଆଦାଲତ ଓ ମଧ୍ୟସ୍ଥତା ମାଧ୍ୟମରେ ଅନେକ ମାମଲା ସମାଧାନ ହୋଇପାରିବ । ଅଦାଲତରେ ଡିଜିଟାଇଜେସନ ପ୍ରକ୍ରିୟାକୁ ତ୍ୱରାନ୍ୱିତ କରିବା ମଧ୍ୟ ଜରୁରୀ । ଇ-କୋର୍ଟ ବ୍ୟବସ୍ଥା ଦ୍ୱାରା ମାମଲା ଶୁଣାଣି ସହଜ ହେବ । ଏସବୁ ପଦକ୍ଷେପ ନେଲେ ହିଁ ନ୍ୟାୟ ଦାନ ପ୍ରକ୍ରିୟା ଶୀଘ୍ର ହୋଇପାରିବ ଓ ସାଧାରଣ ଲୋକଙ୍କ ବିଶ୍ୱାସ ଅଦାଲତ ଉପରେ ବଢ଼ିବ । ଆମ ଦେଶରେ ୨୦୧୪ ରେ ଏହି ସମସ୍ୟା ଅଧିକ ଗୁରୁତର ହୋଇଥିଲା । bbox=[3, 238, 329, 580]
sudoku-cell[interactable]: 5 bbox=[1432, 1861, 1464, 1900]
jog-col-1: କାହାର କିଛି ଜାଣିଲେ କଥା ସୁନ୍ଦର, କାହିଁ ଜାଣିଲେ ମଧ୍ୟ ସୁନ୍ଦର । ଏହାର ଅର୍ଥ ଅତି ସାଧାରଣ । ବାସ୍ତବିକ କଥା ବା ଚିନ୍ତାର ପାଖରେ ଯୋଗ୍ୟତା ସବୁ ସମୟରେ ବିଚାରଣୀୟ । ସମାଜରେ ଯୋଗ୍ୟ ବ୍ୟକ୍ତିଙ୍କୁ ଯଥାସ୍ଥାନ ମିଳିବା ଉଚିତ । କିନ୍ତୁ ଆଜିର ଯୁଗରେ ଯୋଗ୍ୟତା ଅପେକ୍ଷା ଆନୁଗତ୍ୟକୁ ଅଧିକ ଗୁରୁତ୍ୱ ଦିଆଯାଉଛି । ରାଜନୀତି ହେଉ କି ପ୍ରଶାସନ ସବୁଠି ଏହି ପ୍ରବୃତ୍ତି ଦେଖାଯାଉଛି । ଯେଉଁମାନେ କ୍ଷମତାଶାଳୀଙ୍କ ନିକଟତର ସେମାନେ ଗୁରୁତ୍ୱପୂର୍ଣ୍ଣ ପଦବୀ ପାଉଛନ୍ତି । ଯୋଗ୍ୟ ବ୍ୟକ୍ତିମାନେ ଅବହେଳିତ ହେଉଛନ୍ତି । ଏହା ସମାଜ ପାଇଁ ଶୁଭ ସଙ୍କେତ ନୁହେଁ । ଦେଶର ବିକାଶ ପାଇଁ ଯୋଗ୍ୟ ବ୍ୟକ୍ତିଙ୍କୁ ଦାୟିତ୍ୱ ଦେବା ଉଚିତ । bbox=[3, 1650, 337, 1789]
rule bbox=[3, 1596, 1175, 1598]
solution-cell: 5 bbox=[1344, 2182, 1358, 2195]
panjika-item: ୨୦ – ଭାରତୀୟ ମହାକାଶ ଗବେଷଣା ସଂସ୍ଥାର ଏକ ଉପଗ୍ରହ ଉତ୍କ୍ଷେପଣ । bbox=[1194, 1592, 1468, 1623]
sudoku-cell[interactable] bbox=[1303, 1822, 1335, 1861]
solution-cell: 6 bbox=[1398, 2182, 1412, 2195]
solution-cell: 1 bbox=[1425, 2260, 1439, 2273]
smruti-col-4: ଇଲେକ୍ଟ୍ରୋନିକ ଓ ପ୍ରିଣ୍ଟ ମିଡ଼ିଆରେ ସେତେବେଳେ ସମାଚାର ପ୍ରକାଶ ପାଇଥିଲା । ଗତ ସପ୍ତାହରେ କାର୍ମିକ ବିଭାଗର ଏକ ବିଜ୍ଞପ୍ତି ଅନୁସାରେ ଏହି ଅଧିକାରୀଙ୍କ ବଦଳି କରାଯାଇଛି । ୨୦୦୬ ଠାରୁ ୧୯୯୪ ବ୍ୟାଚ୍ ର ଏହି ଅଧିକାରୀଙ୍କ ପଦୋନ୍ନତି ବିଳମ୍ବ ହୋଇ ରହିଥିଲା । bbox=[680, 565, 1179, 611]
rasta-col-2: ନିର୍ଦ୍ଦିଷ୍ଟ ପଥ ଅତିକ୍ରମ କରି ଫେରିଆସିବା ନାହିଁ କି ଆମ ପ୍ରାତଃଭ୍ରମଣ ଯୁଗରେ ସମ୍ପୂର୍ଣ୍ଣ ହେବ । ସହରର ମୁଖ୍ୟ ରାସ୍ତା ଗୁଡ଼ିକରେ ଏବେ ପରିଷ୍କାର ପରିଚ୍ଛନ୍ନତା ଉପରେ ଧ୍ୟାନ ଦିଆଯାଉଛି, କିନ୍ତୁ ଗଳି ଓ ଛୋଟ ରାସ୍ତା ଗୁଡ଼ିକର ଅବସ୍ଥା ଅତ୍ୟନ୍ତ ଶୋଚନୀୟ । ମୁଁ ନିଜେ ଭାବରେ ମୋ ବନ୍ଧୁମାନଙ୍କ ସହ ଏହି ବିଷୟରେ ଆଲୋଚନା କରିଛି । ୧୯୮୦ ଦଶକରେ ସହରଟି କେତେ ସଫା ଥିଲା ତାହା ମନେପଡ଼େ । ଜନସଂଖ୍ୟା ବୃଦ୍ଧି ସହ ଆବର୍ଜନା ପରିମାଣ ମଧ୍ୟ ବଢ଼ିଛି । ଆବର୍ଜନା ବାଛିବା ଓ ପୁନଃଚକ୍ରଣ ବ୍ୟବସ୍ଥା ଏବେ ମଧ୍ୟ ଦୁର୍ବଳ । ପ୍ରତ୍ୟେକ ଘରେ ଶୁଖିଲା ଓ ଓଦା ଆବର୍ଜନା ଅଲଗା ରଖିବା ଅଭ୍ୟାସ କରିବା ଉଚିତ । ବଜାର ଅଞ୍ଚଳରେ ବ୍ୟବସାୟୀମାନେ ମଧ୍ୟ ଦାୟିତ୍ୱ ନେବା ଉଚିତ । bbox=[345, 878, 754, 1002]
solution-cell: 2 bbox=[1385, 2273, 1399, 2286]
solution-cell: 9 bbox=[1344, 2169, 1358, 2182]
letter-title: ବାଣପୁର ଐତିହ୍ୟକୁ ସୁରକ୍ଷା ମିଳୁ bbox=[1188, 58, 1416, 80]
solution-cell: 4 bbox=[1398, 2260, 1412, 2273]
babu-heading: ବାବୁଙ୍କ ରାଜନୀତି ନିଶା bbox=[410, 582, 600, 607]
panjika-item: ୧୯ – ଭାରତର ପ୍ରଥମ ମହିଳା ପ୍ରଧାନମନ୍ତ୍ରୀ ଭାବେ ଇନ୍ଦିରା ଗାନ୍ଧୀ ଶପଥ ନେଇଥିଲେ । bbox=[1194, 1560, 1470, 1591]
contact-box bbox=[1194, 1212, 1490, 1412]
solution-cell: 1 bbox=[1358, 2208, 1372, 2221]
solution-cell: 2 bbox=[1425, 2234, 1439, 2247]
india-map-icon bbox=[259, 182, 307, 230]
sudoku-cell[interactable] bbox=[1206, 1939, 1238, 1978]
solution-cell: 9 bbox=[1358, 2247, 1372, 2260]
solution-cell: 7 bbox=[1385, 2234, 1399, 2247]
sudoku-cell[interactable] bbox=[1206, 1822, 1238, 1861]
panjika-title: ସାପ୍ତାହିକ ପଞ୍ଜିକା bbox=[1194, 1428, 1490, 1472]
ama-samasya-header bbox=[1186, 3, 1495, 51]
sudoku-rules: ସୁ-ଡୋ-କୁ ଏକ ଅଙ୍କ ଧାଧା । ପ୍ରତ୍ୟେକ ଧାଡ଼ି, ସ୍ତମ୍ଭ ଓ ୩×୩ ବାକ୍ସରେ ୧ ରୁ ୯ ପର୍ଯ୍ୟନ୍ତ ସଂଖ୍ୟା ଥରେ ରହିବ । bbox=[1188, 2169, 1326, 2245]
solution-cell: 9 bbox=[1371, 2234, 1385, 2247]
sudoku-cell[interactable] bbox=[1335, 1900, 1367, 1939]
solution-cell: 1 bbox=[1412, 2169, 1426, 2182]
prabhat-author: ପ୍ରଭାତ କୁମାର ଦାସ bbox=[3, 760, 333, 796]
sudoku-credit: © Puzzles by Pappocom bbox=[1188, 1760, 1298, 1771]
solution-cell: 4 bbox=[1412, 2182, 1426, 2195]
solution-cell: 7 bbox=[1344, 2208, 1358, 2221]
ekhi-bharat-title: ଏହି ଭାରତରେ bbox=[3, 186, 186, 226]
solution-cell: 6 bbox=[1344, 2234, 1358, 2247]
contact-addr1: ସମ୍ପାଦକ, ଧରିତ୍ରୀ, bbox=[1296, 1235, 1388, 1249]
solution-cell: 2 bbox=[1371, 2221, 1385, 2234]
sudoku-cell[interactable] bbox=[1465, 1783, 1497, 1822]
solution-cell: 7 bbox=[1358, 2182, 1372, 2195]
sudoku-cell[interactable]: 8 bbox=[1238, 1939, 1270, 1978]
dhruba-author: ଧ୍ରୁବ ଚରଣ ଘିବେଲା bbox=[3, 1604, 333, 1637]
letter-item bbox=[1188, 300, 1498, 526]
letter-sign: –ଜଳଦେବୀ ସେବା ସଙ୍ଗଠନ, ଜେନାପୁର, ଯାଜପୁର bbox=[1289, 744, 1494, 757]
panjika-list bbox=[1194, 1480, 1490, 1688]
contact-note1: କେବଳ ସମ୍ପାଦକଙ୍କୁ ପତ୍ର, ଖବର ପାଇଁ ବ୍ୟବହାର କରନ୍ତୁ : bbox=[1205, 1265, 1479, 1279]
sudoku-title: ସୁ-ଡୋ-କୁ bbox=[1310, 1726, 1494, 1764]
sudoku-cell[interactable] bbox=[1400, 1822, 1432, 1861]
solution-cell: 2 bbox=[1358, 2260, 1372, 2273]
chirantani-poem: କଳୁ ଗରଜଇ, ଗଗନ ବହେ ବାୟୁ ମଣିଷ ଦେହକୁ ସମ ଖଟେ ମୋ ପରମାୟୁ ଅସାମ ସମୟର ଛାତେ ରେ ରୁମ୍ ଜାଣ ଅଗାଧ ଜଳକୁ ତଳରେ ଯାଆ ମାନ । bbox=[14, 48, 195, 117]
delayed-heading: ବିଳମ୍ବିତ କାର୍ଯ୍ୟାନୁଷ୍ଠାନ bbox=[792, 393, 1008, 418]
sudoku-cell[interactable]: 7 bbox=[1206, 2056, 1238, 2095]
solution-cell: 3 bbox=[1344, 2221, 1358, 2234]
smruti-col-3: ଇଲାହାବାଦ ଓ ଲକ୍ଷ୍ନୌ ଭଳି ସ୍ଥାନରେ ଯୋଗାଯୋଗ ସୁବିଧା ଥିବା ଯୁଗରେ ଗୋଟିଏ ଦେଶୀୟ ସଂସ୍ଥା ପାଠକ ପାଇଁ କାର୍ଯ୍ୟ କରୁଥିଲା । ସାତବର୍ଷ ୨୦୦୬ ରେ ଉଭୟ ମଧ୍ୟରେ ଅଧିକ ଆଲୋଚନା ହୋଇଥିଲା । bbox=[900, 430, 1179, 491]
sudoku-cell[interactable]: 7 bbox=[1368, 2095, 1400, 2134]
letter-title: ବିଦ୍ୟୁତ୍ କମ୍ପାନୀର ବ୍ରିଟିଶ ଶାସନ bbox=[1188, 302, 1441, 324]
rasta-col-3: ପଡ଼ାଉଛନ୍ତି । ବଡ଼ି ଅଭ୍ୟସ୍ତ ହୋଇଗଲେ ମୁଁ ପ୍ରଶ୍ନ କରେ ଏ ଦାୟିତ୍ୱ କାହାର । ସଫେଇ କର୍ମଚାରୀ ମାନଙ୍କର ନା ଆମ ସମସ୍ତଙ୍କର । ଅନେକେ କହନ୍ତି ଏହା ସରକାରଙ୍କ କାମ । କିନ୍ତୁ ସରକାର ଆମ ସମସ୍ତଙ୍କୁ ନେଇ ଗଠିତ । ସଚେତନ ନାଗରିକ ଭାବେ ଆମେ ଯଦି ଆବର୍ଜନା ନିର୍ଦ୍ଦିଷ୍ଟ ସ୍ଥାନରେ ପକାଇବା ତେବେ ରାସ୍ତା ସଫା ରହିବ । ଜାପାନ ଓ ସିଙ୍ଗାପୁର ଭଳି ଦେଶରେ ଲୋକମାନେ ନିଜେ ଆବର୍ଜନା ନେଇ ଘରକୁ ଫେରନ୍ତି । ଆମେ ସେମାନଙ୍କଠାରୁ ଶିଖିବା ଉଚିତ । ଆଇନ କଡ଼ାକଡ଼ି ପ୍ରୟୋଗ କରି ଜରିମାନା ଆଦାୟ କରିବା ଦରକାର । ଡାକ୍ତରଖାନା ଓ ବିଦ୍ୟାଳୟ ନିକଟରେ ବିଶେଷ ଧ୍ୟାନ ଦେବା ଆବଶ୍ୟକ । ସ୍ୱେଚ୍ଛାସେବୀ ସଂଗଠନ ମାନେ ମଧ୍ୟ ଏଥିରେ ଭାଗ ନେଇପାରିବେ । ସୁସ୍ଥ ସମାଜ ଗଠନ ପାଇଁ ପରିଷ୍କାର ପରିବେଶ ଏକାନ୍ତ ଆବଶ୍ୟକ । bbox=[765, 878, 1179, 1017]
sudoku-cell[interactable]: 8 bbox=[1465, 1861, 1497, 1900]
sudoku-answer-note: ଏହାର ଉତ୍ତର ଆସନ୍ତାକାଲି ପ୍ରକାଶ ପାଇବ । bbox=[1237, 2144, 1445, 2158]
contact-addr2: ବି-୧୫, ଉଦ୍ୟୋଗ ଭିହାର, ଭୁବନେଶ୍ୱର-୭୫୧୦୧୦ bbox=[1232, 1250, 1452, 1264]
dharitri-logo bbox=[1040, 3, 1170, 73]
sudoku-cell[interactable] bbox=[1238, 1978, 1270, 2017]
sudoku-cell[interactable] bbox=[1465, 2095, 1497, 2134]
letter-sign: –ଅଭୟ କୁମାର ସାମନ୍ତରାୟ, ପାରିକୁଦା, ବାଣପୁର, ଖୋର୍ଦ୍ଧା bbox=[1246, 280, 1494, 293]
sudoku-cell[interactable]: 9 bbox=[1303, 2095, 1335, 2134]
solution-cell: 8 bbox=[1385, 2247, 1399, 2260]
sudoku-cell[interactable] bbox=[1368, 1822, 1400, 1861]
sudoku-cell[interactable] bbox=[1465, 1900, 1497, 1939]
sudoku-cell[interactable] bbox=[1368, 1939, 1400, 1978]
solution-cell: 1 bbox=[1385, 2221, 1399, 2234]
quote-author: –ଶ୍ରୀମା bbox=[985, 54, 1024, 68]
sudoku-cell[interactable] bbox=[1271, 1978, 1303, 2017]
main-title: ସ୍ମୃତିଚାରଣ bbox=[611, 81, 919, 155]
dilli-box bbox=[648, 455, 896, 561]
sudoku-cell[interactable]: 5 bbox=[1303, 1978, 1335, 2017]
panjika-item: ୧୮ – ରାଜନୀତିରେ ପ୍ରଥମ ମହିଳା ପ୍ରତିନିଧି ଭାବେ ନିର୍ବାଚିତ ହେଉଥିବା ବ୍ୟକ୍ତିଙ୍କ ସ୍ମରଣ ଦିବସ । bbox=[1194, 1528, 1469, 1559]
jog-sign: ଭଦ୍ରକ, ଚୈତ୍ର bbox=[1095, 2302, 1175, 2317]
sudoku-cell[interactable] bbox=[1432, 1939, 1464, 1978]
solution-cell: 3 bbox=[1412, 2208, 1426, 2221]
sudoku-cell[interactable] bbox=[1238, 1900, 1270, 1939]
solution-cell: 3 bbox=[1425, 2273, 1439, 2286]
sudoku-grid[interactable] bbox=[1205, 1782, 1498, 2135]
sudoku-header bbox=[1188, 1726, 1494, 1776]
sudoku-cell[interactable] bbox=[1400, 2095, 1432, 2134]
contact-note4: advertisements, commercial queries) bbox=[1240, 1356, 1444, 1368]
